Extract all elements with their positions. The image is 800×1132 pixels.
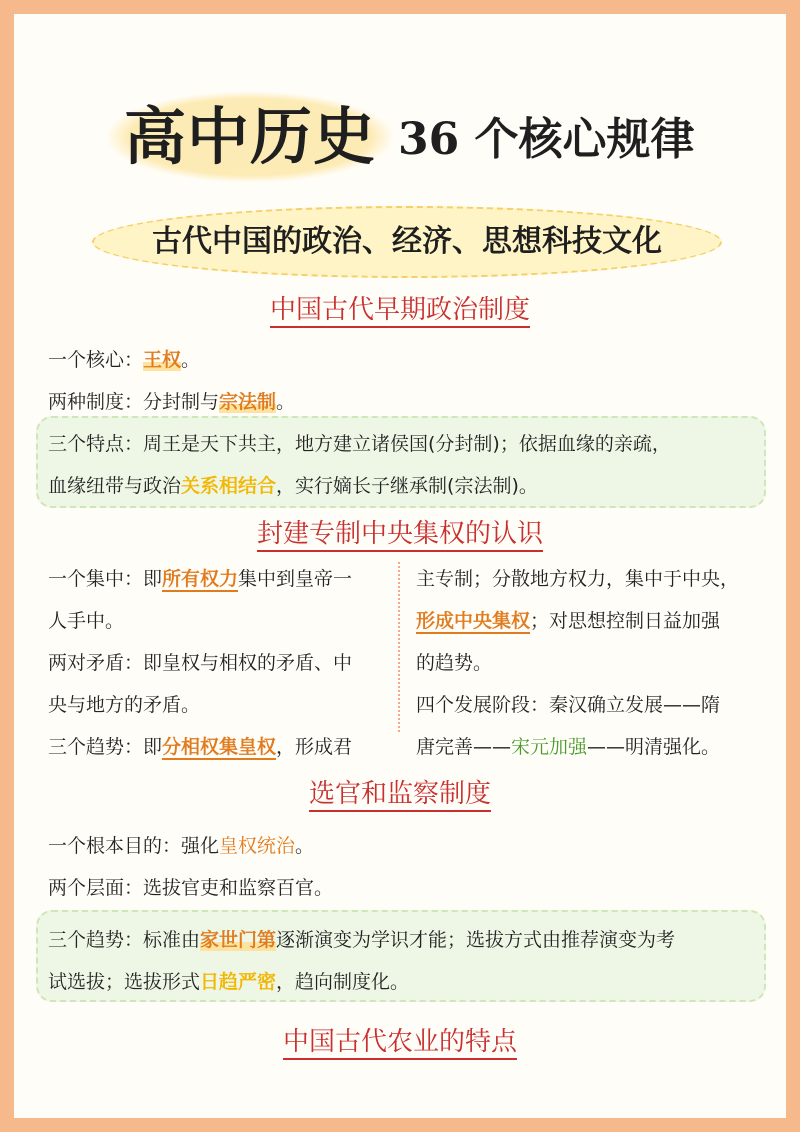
text: 。 <box>181 349 201 371</box>
text: 唐完善—— <box>416 736 512 758</box>
highlight-text: 所有权力 <box>162 568 239 590</box>
sub-title: 36 个核心规律 <box>392 110 707 170</box>
highlight-text: 王权 <box>143 349 182 371</box>
section-title-text: 中国古代早期政治制度 <box>270 295 530 328</box>
section-title-centralization <box>14 516 786 552</box>
section-title-text: 封建专制中央集权的认识 <box>257 519 543 552</box>
left-line-3: 两对矛盾：即皇权与相权的矛盾、中 <box>48 652 353 674</box>
text: 三个趋势：即 <box>48 736 163 758</box>
section-title-text: 选官和监察制度 <box>309 779 491 812</box>
line-features-2 <box>48 472 538 500</box>
line-levels: 两个层面：选拔官吏和监察百官。 <box>48 877 334 899</box>
text: 一个集中：即 <box>48 568 163 590</box>
line-core <box>48 346 200 374</box>
left-line-2: 人手中。 <box>48 610 125 632</box>
column-divider <box>398 562 400 732</box>
text: 。 <box>276 391 296 413</box>
highlight-text: 皇权统治 <box>219 835 296 857</box>
highlight-text: 关系相结合 <box>181 475 277 497</box>
section-title-text: 中国古代农业的特点 <box>283 1027 517 1060</box>
line-systems <box>48 388 295 416</box>
highlight-text: 家世门第 <box>200 929 277 951</box>
line-trends-1 <box>48 926 675 954</box>
text: 逐渐演变为学识才能；选拔方式由推荐演变为考 <box>276 929 676 951</box>
section-title-early-politics <box>14 292 786 328</box>
text: 试选拔；选拔形式 <box>48 971 201 993</box>
text: ，实行嫡长子继承制(宗法制)。 <box>276 475 538 497</box>
page <box>14 14 786 1118</box>
highlight-text: 日趋严密 <box>200 971 277 993</box>
section-title-agriculture <box>14 1024 786 1060</box>
right-column <box>416 558 739 768</box>
highlight-text: 分相权集皇权 <box>162 736 277 758</box>
left-line-4: 央与地方的矛盾。 <box>48 694 201 716</box>
section-banner: 古代中国的政治、经济、思想科技文化 <box>92 206 722 278</box>
highlight-text: 形成中央集权 <box>416 610 531 632</box>
text: 血缘纽带与政治 <box>48 475 182 497</box>
section-title-officials <box>14 776 786 812</box>
text: ；对思想控制日益加强 <box>530 610 721 632</box>
text: 一个核心： <box>48 349 144 371</box>
text: 。 <box>295 835 315 857</box>
line-purpose <box>48 832 314 860</box>
line-trends-2 <box>48 968 409 996</box>
text: ——明清强化。 <box>587 736 721 758</box>
line-features-1: 三个特点：周王是天下共主，地方建立诸侯国(分封制)；依据血缘的亲疏， <box>48 433 671 455</box>
main-title: 高中历史 <box>108 92 392 182</box>
title-row <box>14 92 786 182</box>
left-line-1 <box>48 558 352 600</box>
text: 集中到皇帝一 <box>238 568 353 590</box>
highlight-text: 宗法制 <box>219 391 277 413</box>
right-line-2 <box>416 600 739 642</box>
right-line-5 <box>416 726 739 768</box>
text: 三个趋势：标准由 <box>48 929 201 951</box>
text: 两种制度：分封制与 <box>48 391 220 413</box>
text: 一个根本目的：强化 <box>48 835 220 857</box>
right-line-4: 四个发展阶段：秦汉确立发展——隋 <box>416 694 721 716</box>
right-line-3: 的趋势。 <box>416 652 493 674</box>
text: ，趋向制度化。 <box>276 971 410 993</box>
left-line-5 <box>48 726 352 768</box>
text: ，形成君 <box>276 736 353 758</box>
left-column <box>48 558 352 768</box>
right-line-1: 主专制；分散地方权力，集中于中央， <box>416 568 740 590</box>
highlight-text: 宋元加强 <box>511 736 588 758</box>
